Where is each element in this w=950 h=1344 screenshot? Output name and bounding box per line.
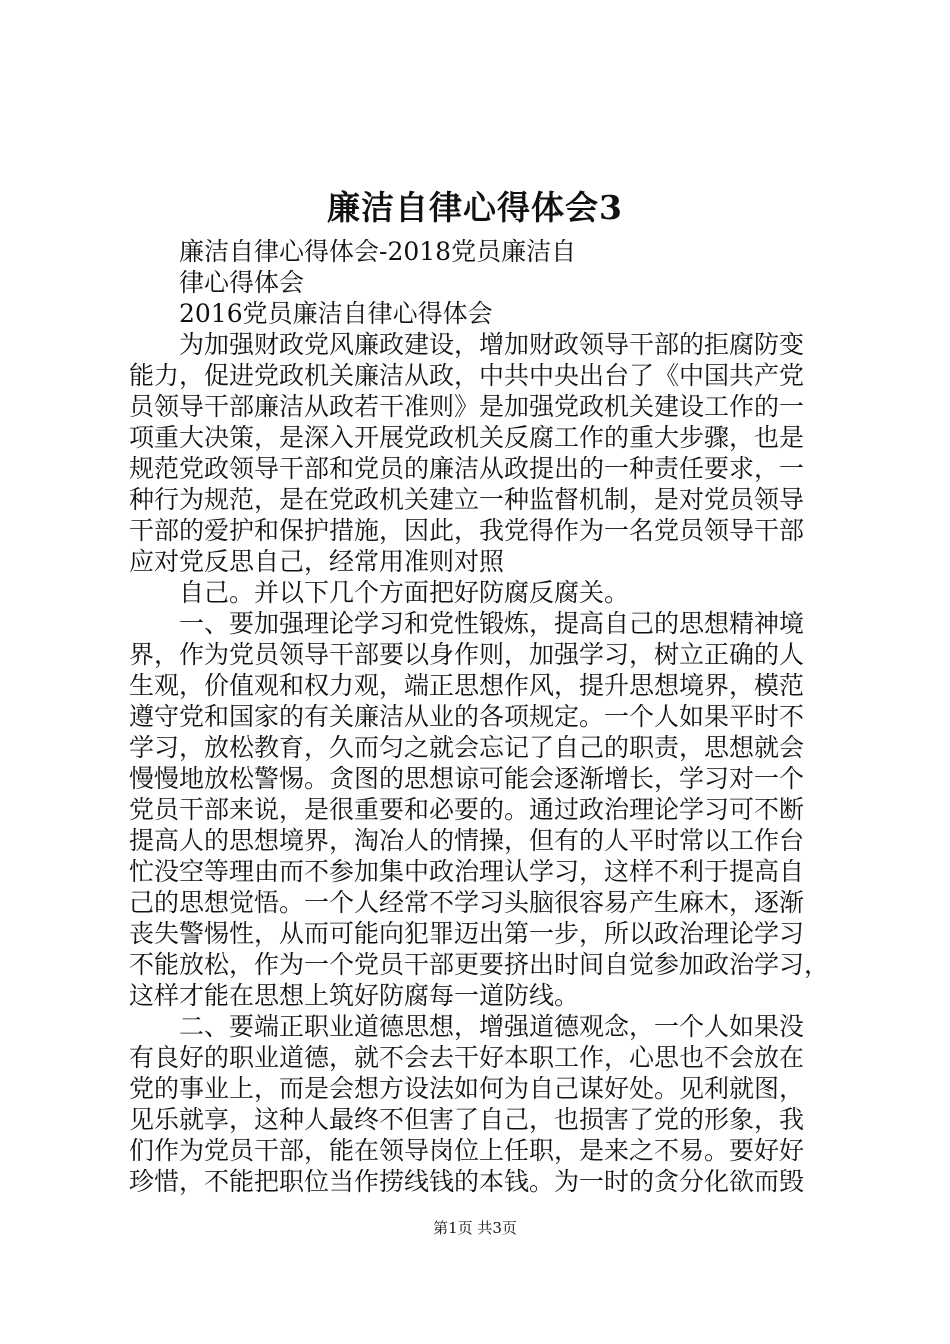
- text-line: 有良好的职业道德，就不会去干好本职工作，心思也不会放在: [129, 1043, 805, 1072]
- text-line: 党的事业上，而是会想方设法如何为自己谋好处。见利就图，: [129, 1074, 805, 1103]
- text-line: 种行为规范，是在党政机关建立一种监督机制，是对党员领导: [129, 485, 805, 514]
- text-line: 这样才能在思想上筑好防腐每一道防线。: [129, 981, 580, 1010]
- text-line: 界，作为党员领导干部要以身作则，加强学习，树立正确的人: [129, 640, 805, 669]
- text-line: 律心得体会: [179, 268, 305, 297]
- text-line: 慢慢地放松警惕。贪图的思想谅可能会逐渐增长，学习对一个: [129, 764, 805, 793]
- text-line: 干部的爱护和保护措施，因此，我党得作为一名党员领导干部: [129, 516, 805, 545]
- text-line: 丧失警惕性，从而可能向犯罪迈出第一步，所以政治理论学习: [129, 919, 805, 948]
- text-line: 2016党员廉洁自律心得体会: [179, 299, 493, 328]
- text-line: 员领导干部廉洁从政若干准则》是加强党政机关建设工作的一: [129, 392, 805, 421]
- text-line: 不能放松，作为一个党员干部更要挤出时间自觉参加政治学习，: [129, 950, 830, 979]
- text-line: 党员干部来说，是很重要和必要的。通过政治理论学习可不断: [129, 795, 805, 824]
- text-line: 一、要加强理论学习和党性锻炼，提高自己的思想精神境: [179, 609, 805, 638]
- text-line: 见乐就享，这种人最终不但害了自己，也损害了党的形象，我: [129, 1105, 805, 1134]
- text-line: 项重大决策，是深入开展党政机关反腐工作的重大步骤，也是: [129, 423, 805, 452]
- page-footer: 第1页 共3页: [433, 1219, 517, 1237]
- text-line: 遵守党和国家的有关廉洁从业的各项规定。一个人如果平时不: [129, 702, 805, 731]
- text-line: 们作为党员干部，能在领导岗位上任职，是来之不易。要好好: [129, 1136, 805, 1165]
- text-line: 能力，促进党政机关廉洁从政，中共中央出台了《中国共产党: [129, 361, 805, 390]
- text-line: 规范党政领导干部和党员的廉洁从政提出的一种责任要求，一: [129, 454, 805, 483]
- text-line: 廉洁自律心得体会-2018党员廉洁自: [179, 237, 577, 266]
- text-line: 忙没空等理由而不参加集中政治理认学习，这样不利于提高自: [129, 857, 805, 886]
- text-line: 二、要端正职业道德思想，增强道德观念，一个人如果没: [179, 1012, 805, 1041]
- document-body: [129, 236, 829, 1197]
- text-line: 生观，价值观和权力观，端正思想作风，提升思想境界，模范: [129, 671, 805, 700]
- text-line: 学习，放松教育，久而匀之就会忘记了自己的职责，思想就会: [129, 733, 805, 762]
- document-title: 廉洁自律心得体会3: [327, 188, 623, 227]
- text-line: 为加强财政党风廉政建设，增加财政领导干部的拒腐防变: [179, 330, 805, 359]
- text-line: 提高人的思想境界，淘冶人的情操，但有的人平时常以工作台: [129, 826, 805, 855]
- text-line: 应对党反思自己，经常用准则对照: [129, 547, 505, 576]
- text-line: 己的思想觉悟。一个人经常不学习头脑很容易产生麻木，逐渐: [129, 888, 805, 917]
- text-line: 自己。并以下几个方面把好防腐反腐关。: [179, 578, 630, 607]
- text-line: 珍惜，不能把职位当作捞线钱的本钱。为一时的贪分化欲而毁: [129, 1167, 805, 1196]
